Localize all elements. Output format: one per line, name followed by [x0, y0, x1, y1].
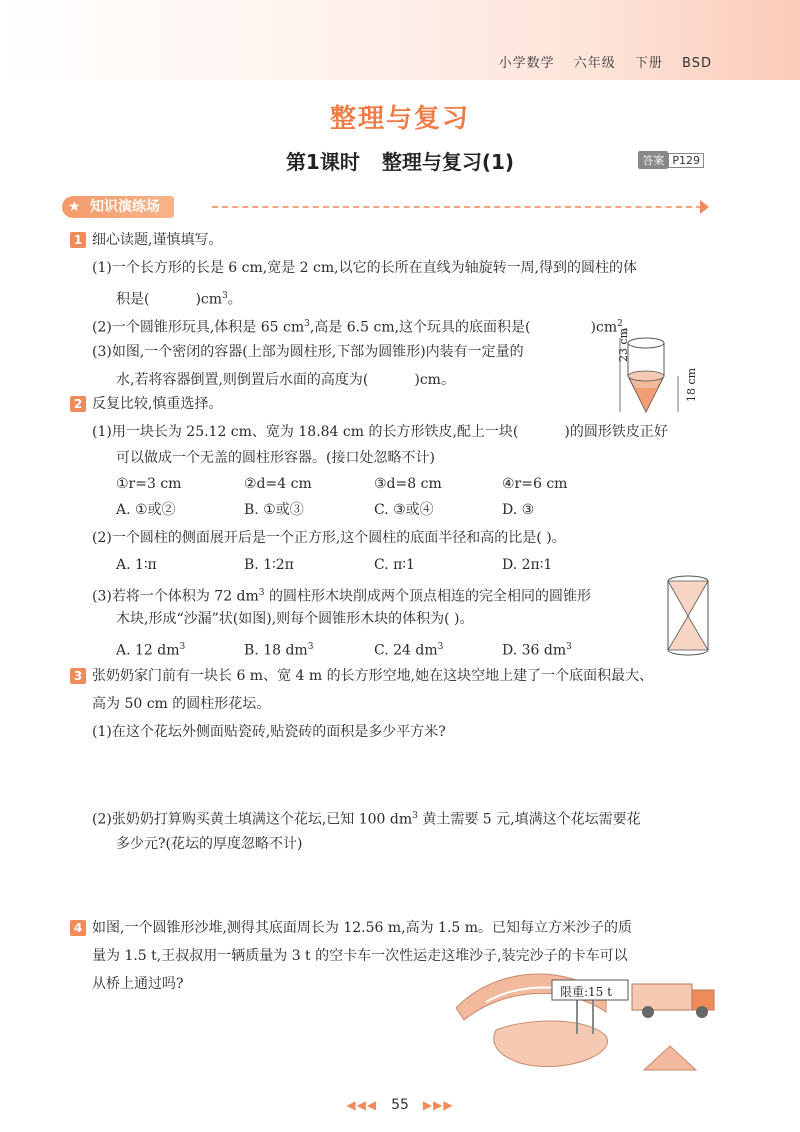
q2-part2-option-c[interactable]: C. π∶1: [374, 557, 415, 573]
q2-part1-text-b: )的圆形铁皮正好: [564, 424, 668, 440]
hourglass-figure: [664, 574, 712, 658]
cube-superscript: 3: [307, 642, 314, 652]
cube-superscript: 3: [566, 642, 572, 652]
q3-part2-line2: 多少元?(花坛的厚度忽略不计): [116, 836, 303, 852]
answer-page: P129: [668, 153, 704, 168]
section-tag: [62, 196, 174, 218]
answer-label: 答案: [638, 151, 668, 169]
q2-condition-2: ②d=4 cm: [244, 476, 312, 492]
q2-part1-option-c[interactable]: C. ③或④: [374, 502, 434, 518]
q2-part2-option-a[interactable]: A. 1∶π: [116, 557, 157, 573]
q2-part1-option-d[interactable]: D. ③: [502, 502, 535, 518]
q3-line2: 高为 50 cm 的圆柱形花坛。: [92, 696, 271, 712]
q2-condition-1: ①r=3 cm: [116, 476, 182, 492]
q1-part3-text-a: 水,若将容器倒置,则倒置后水面的高度为(: [116, 372, 369, 388]
cube-superscript: 3: [412, 811, 418, 821]
answer-reference[interactable]: [638, 151, 704, 169]
q1-part2-text-b: ,高是 6.5 cm,这个玩具的底面积是(: [309, 319, 531, 336]
q3-part2-text-b: 黄土需要 5 元,填满这个花坛需要花: [417, 811, 641, 828]
edition-label: BSD: [682, 56, 712, 71]
q1-part2-text-c: )cm: [590, 319, 618, 336]
q2-part3-option-b[interactable]: [244, 637, 313, 661]
unit-title: 整理与复习: [329, 104, 470, 134]
option-text: A. 12 dm: [116, 642, 180, 659]
cube-superscript: 3: [179, 642, 186, 652]
q1-part2: [92, 314, 637, 338]
cube-superscript: 3: [304, 319, 310, 329]
q2-part3-option-d[interactable]: [502, 637, 572, 661]
q1-part1-line1: (1)一个长方形的长是 6 cm,宽是 2 cm,以它的长所在直线为轴旋转一周,得到的圆柱的体: [92, 260, 638, 276]
q2-part2-option-b[interactable]: B. 1∶2π: [244, 557, 294, 573]
q1-part3-line1: (3)如图,一个密闭的容器(上部为圆柱形,下部为圆锥形)内装有一定量的: [92, 344, 524, 360]
q2-part1-line2: 可以做成一个无盖的圆柱形容器。(接口处忽略不计): [116, 450, 435, 466]
cube-superscript: 3: [437, 642, 444, 652]
q2-part1-line1: [92, 422, 668, 442]
q1-part1-text-c: 。: [227, 291, 242, 308]
q2-part1-text-a: (1)用一块长为 25.12 cm、宽为 18.84 cm 的长方形铁皮,配上一块(: [92, 424, 519, 440]
q4-line2: 量为 1.5 t,王叔叔用一辆质量为 3 t 的空卡车一次性运走这堆沙子,装完沙子的卡车可以: [92, 948, 628, 964]
q2-part3-line2: 木块,形成“沙漏”状(如图),则每个圆锥形木块的体积为( )。: [116, 611, 474, 627]
q2-part1-option-a[interactable]: A. ①或②: [116, 502, 176, 518]
figure-label-23cm: 23 cm: [617, 327, 630, 362]
weight-limit-sign: 限重:15 t: [560, 985, 612, 999]
star-icon: ★: [68, 199, 81, 215]
q2-part2-line: (2)一个圆柱的侧面展开后是一个正方形,这个圆柱的底面半径和高的比是( )。: [92, 530, 566, 546]
q3-line1: 张奶奶家门前有一块长 6 m、宽 4 m 的长方形空地,她在这块空地上建了一个底面积最大、: [92, 668, 654, 684]
lesson-number: 第1课时: [285, 150, 360, 174]
q2-condition-3: ③d=8 cm: [374, 476, 442, 492]
cube-superscript: 3: [222, 291, 228, 301]
q2-part3-option-c[interactable]: [374, 637, 443, 661]
lesson-name: 整理与复习(1): [381, 150, 515, 174]
q2-part3-line1: [92, 583, 591, 607]
option-text: C. 24 dm: [374, 642, 438, 659]
q1-part1-text-b: )cm: [195, 291, 223, 308]
q2-part3-text-a: (3)若将一个体积为 72 dm: [92, 588, 259, 605]
q2-condition-4: ④r=6 cm: [502, 476, 568, 492]
q3-part2-text-a: (2)张奶奶打算购买黄土填满这个花坛,已知 100 dm: [92, 811, 413, 828]
page-footer: [0, 1097, 800, 1113]
q2-part1-option-b[interactable]: B. ①或③: [244, 502, 304, 518]
arrow-right-icon: [700, 200, 709, 214]
volume-label: 下册: [634, 56, 663, 71]
q4-line1: 如图,一个圆锥形沙堆,测得其底面周长为 12.56 m,高为 1.5 m。已知每立方米沙子的质: [92, 920, 633, 936]
square-superscript: 2: [617, 319, 623, 329]
prev-arrows-icon[interactable]: ◀◀◀: [346, 1098, 378, 1112]
page-number: 55: [391, 1097, 409, 1113]
q2-part2-option-d[interactable]: D. 2π∶1: [502, 557, 553, 573]
question-1-title: 细心读题,谨慎填写。: [92, 232, 223, 248]
q1-part3-text-b: )cm。: [414, 372, 455, 388]
next-arrows-icon[interactable]: ▶▶▶: [422, 1098, 454, 1112]
q3-part1: (1)在这个花坛外侧面贴瓷砖,贴瓷砖的面积是多少平方米?: [92, 724, 446, 740]
figure-label-18cm: 18 cm: [685, 367, 698, 402]
option-text: B. 18 dm: [244, 642, 308, 659]
q1-part2-text-d: 。: [622, 319, 637, 336]
q2-part3-option-a[interactable]: [116, 637, 185, 661]
subject-label: 小学数学: [498, 56, 555, 71]
grade-label: 六年级: [573, 56, 616, 71]
question-3-number: 3: [70, 668, 86, 684]
book-info: [485, 52, 712, 71]
q1-part3-line2: [116, 370, 455, 390]
q3-part2-line1: [92, 806, 641, 830]
question-4-number: 4: [70, 920, 86, 936]
cube-superscript: 3: [258, 588, 265, 598]
option-text: D. 36 dm: [502, 642, 567, 659]
section-label: 知识演练场: [90, 199, 160, 215]
section-header: [62, 196, 712, 218]
section-divider: [212, 206, 702, 208]
question-1-number: 1: [70, 232, 86, 248]
question-2-title: 反复比较,慎重选择。: [92, 396, 223, 412]
q4-line3: 从桥上通过吗?: [92, 976, 184, 992]
q1-part2-text-a: (2)一个圆锥形玩具,体积是 65 cm: [92, 319, 305, 336]
q1-part1-line2: [116, 286, 242, 310]
question-2-number: 2: [70, 396, 86, 412]
q1-part1-text-a: 积是(: [116, 291, 150, 308]
q2-part3-text-b: 的圆柱形木块削成两个顶点相连的完全相同的圆锥形: [264, 588, 591, 605]
